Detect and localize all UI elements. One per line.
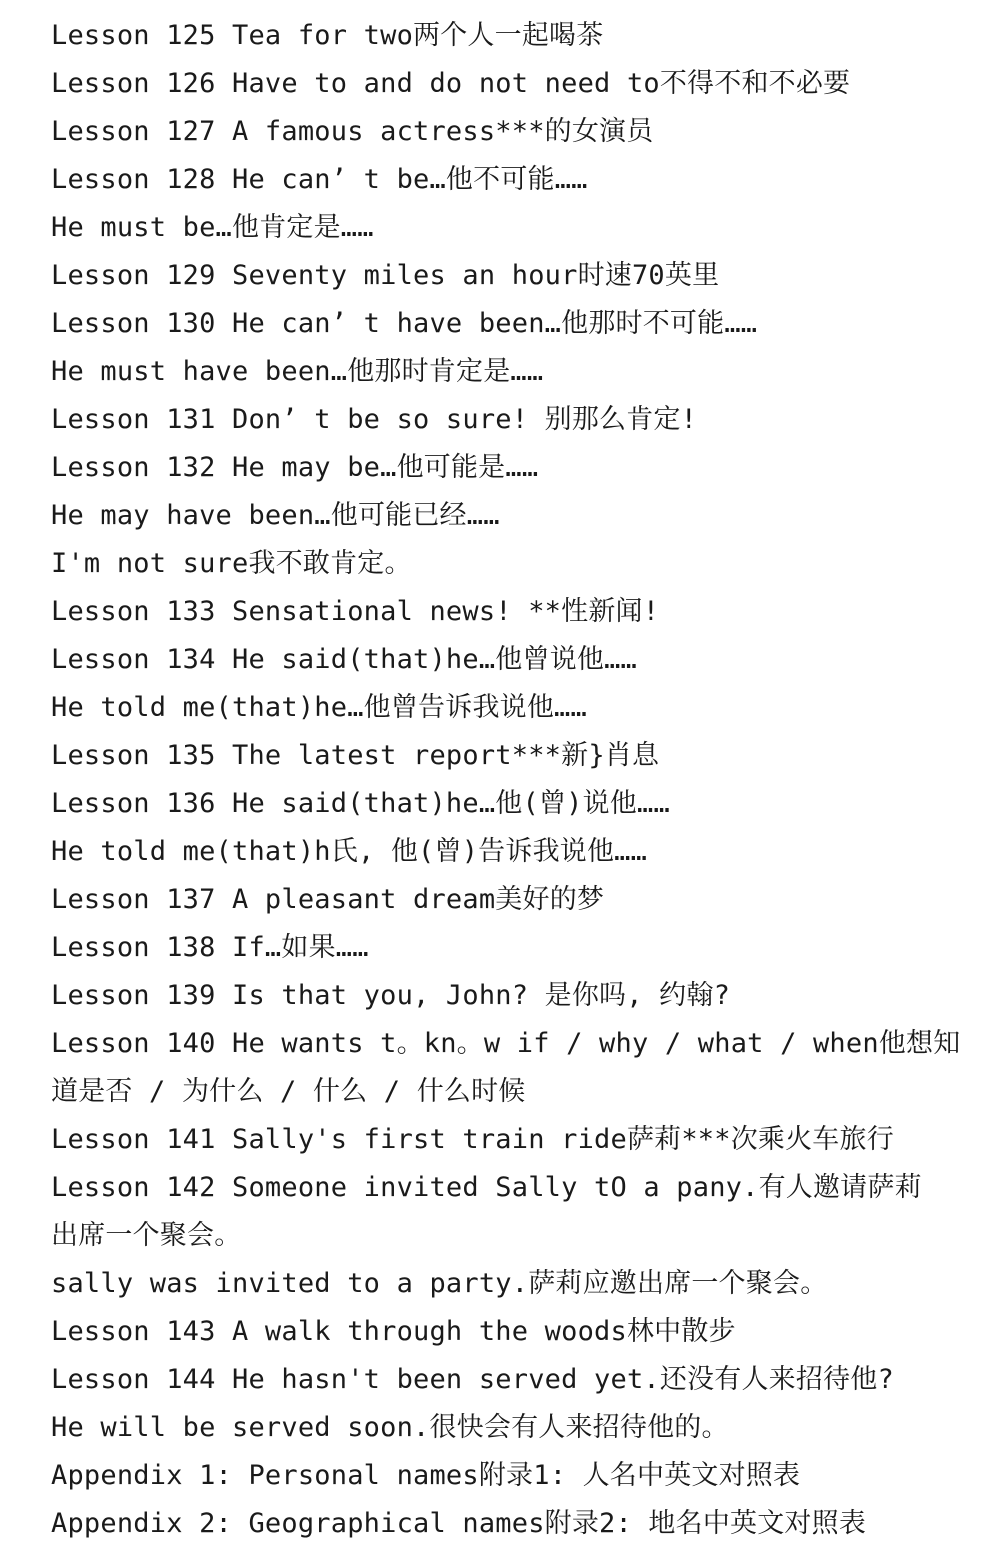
text-line: sally was invited to a party.萨莉应邀出席一个聚会。: [51, 1268, 828, 1299]
text-line: Lesson 136 He said(that)he…他(曾)说他……: [51, 788, 670, 819]
text-line: Lesson 130 He can’ t have been…他那时不可能……: [51, 308, 758, 339]
text-line: Lesson 133 Sensational news! **性新闻!: [51, 596, 660, 627]
text-line: Lesson 127 A famous actress***的女演员: [51, 116, 654, 147]
text-line: Appendix 1: Personal names附录1: 人名中英文对照表: [51, 1460, 801, 1491]
text-line: He told me(that)he…他曾告诉我说他……: [51, 692, 587, 723]
text-line: He told me(that)h氏, 他(曾)告诉我说他……: [51, 836, 648, 867]
text-line: Lesson 139 Is that you, John? 是你吗, 约翰?: [51, 980, 731, 1011]
text-line: He will be served soon.很快会有人来招待他的。: [51, 1412, 729, 1443]
text-line: I'm not sure我不敢肯定。: [51, 548, 412, 579]
text-line: Lesson 131 Don’ t be so sure! 别那么肯定!: [51, 404, 698, 435]
text-line: Lesson 134 He said(that)he…他曾说他……: [51, 644, 638, 675]
text-line: Lesson 132 He may be…他可能是……: [51, 452, 539, 483]
text-line: Lesson 125 Tea for two两个人一起喝茶: [51, 20, 604, 51]
text-line: He may have been…他可能已经……: [51, 500, 500, 531]
text-line: Appendix 2: Geographical names附录2: 地名中英文对照表: [51, 1508, 867, 1539]
text-line: 道是否 / 为什么 / 什么 / 什么时候: [51, 1076, 526, 1107]
text-line: 出席一个聚会。: [51, 1220, 242, 1251]
text-line: Lesson 128 He can’ t be…他不可能……: [51, 164, 588, 195]
text-line: Lesson 129 Seventy miles an hour时速70英里: [51, 260, 720, 291]
text-line: Lesson 141 Sally's first train ride萨莉***次乘火车旅行: [51, 1124, 894, 1155]
text-line: He must have been…他那时肯定是……: [51, 356, 544, 387]
text-line: Lesson 140 He wants t。kn。w if / why / what / when他想知: [51, 1028, 961, 1059]
document-page: [51, 12, 961, 1548]
text-line: Lesson 126 Have to and do not need to不得不和不必要: [51, 68, 851, 99]
text-line: Lesson 144 He hasn't been served yet.还没有人来招待他?: [51, 1364, 894, 1395]
text-line: Lesson 143 A walk through the woods林中散步: [51, 1316, 736, 1347]
text-line: He must be…他肯定是……: [51, 212, 374, 243]
text-line: Lesson 137 A pleasant dream美好的梦: [51, 884, 605, 915]
text-line: Lesson 135 The latest report***新}肖息: [51, 740, 660, 771]
text-line: Lesson 138 If…如果……: [51, 932, 369, 963]
text-line: Lesson 142 Someone invited Sally tO a pany.有人邀请萨莉: [51, 1172, 922, 1203]
